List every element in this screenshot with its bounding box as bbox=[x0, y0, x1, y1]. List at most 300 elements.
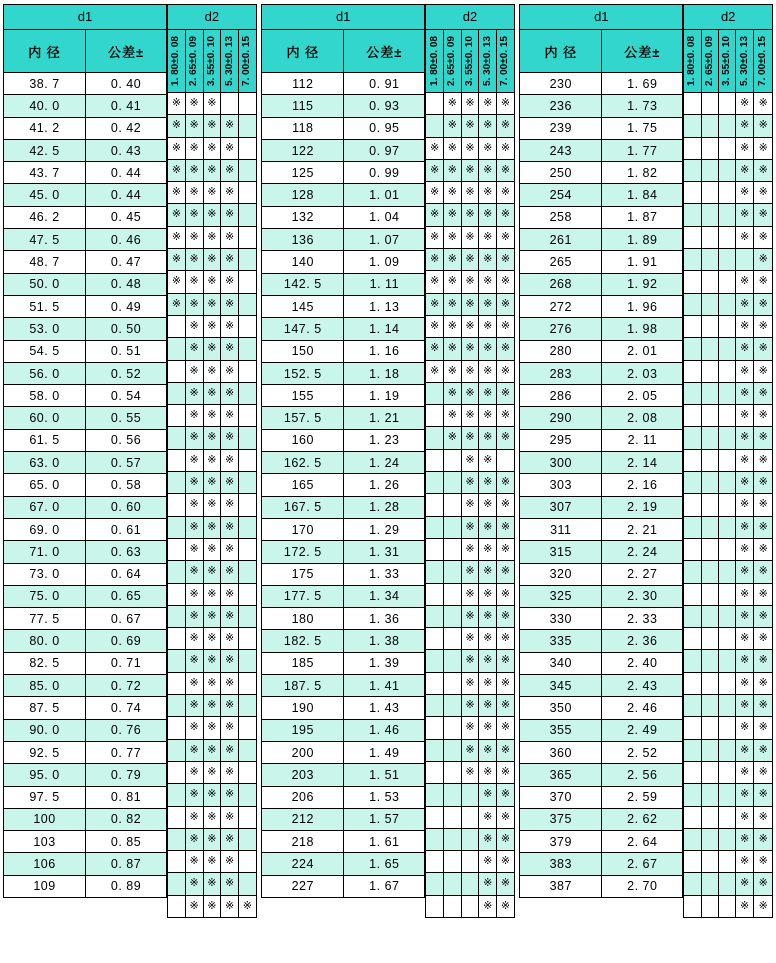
availability-mark: ※ bbox=[497, 405, 515, 427]
inner-diameter-value: 71. 0 bbox=[4, 541, 86, 563]
availability-mark: ※ bbox=[479, 204, 497, 226]
availability-empty bbox=[684, 873, 701, 895]
availability-empty bbox=[238, 338, 256, 360]
availability-mark: ※ bbox=[203, 605, 221, 627]
availability-mark: ※ bbox=[479, 182, 497, 204]
availability-mark: ※ bbox=[461, 249, 479, 271]
availability-empty bbox=[701, 226, 718, 248]
table-row-marks bbox=[684, 93, 773, 115]
tolerance-value: 0. 91 bbox=[344, 73, 425, 95]
inner-diameter-value: 177. 5 bbox=[262, 585, 344, 607]
tolerance-value: 1. 65 bbox=[344, 853, 425, 875]
d2-size-header-2: 2. 65±0. 09 bbox=[701, 30, 718, 93]
availability-empty bbox=[701, 672, 718, 694]
table-row-marks bbox=[426, 538, 515, 560]
availability-empty bbox=[168, 895, 186, 917]
availability-mark: ※ bbox=[203, 672, 221, 694]
availability-mark: ※ bbox=[479, 806, 497, 828]
table-row-marks bbox=[426, 137, 515, 159]
availability-mark: ※ bbox=[735, 293, 754, 315]
tolerance-value: 0. 44 bbox=[86, 162, 167, 184]
inner-diameter-value: 206 bbox=[262, 786, 344, 808]
table-row bbox=[4, 318, 167, 340]
availability-mark: ※ bbox=[203, 717, 221, 739]
availability-empty bbox=[684, 806, 701, 828]
availability-empty bbox=[701, 382, 718, 404]
table-row bbox=[4, 518, 167, 540]
availability-empty bbox=[238, 628, 256, 650]
table-row-marks bbox=[426, 226, 515, 248]
availability-mark: ※ bbox=[185, 293, 203, 315]
availability-mark: ※ bbox=[185, 873, 203, 895]
availability-mark: ※ bbox=[185, 182, 203, 204]
availability-mark: ※ bbox=[185, 93, 203, 115]
d2-table bbox=[683, 4, 773, 918]
availability-mark: ※ bbox=[168, 182, 186, 204]
availability-mark: ※ bbox=[185, 360, 203, 382]
availability-mark: ※ bbox=[479, 93, 497, 115]
inner-diameter-value: 42. 5 bbox=[4, 139, 86, 161]
table-block-1 bbox=[3, 4, 257, 918]
availability-mark: ※ bbox=[735, 93, 754, 115]
availability-empty bbox=[684, 382, 701, 404]
availability-empty bbox=[168, 784, 186, 806]
availability-empty bbox=[684, 427, 701, 449]
table-row-marks bbox=[168, 561, 257, 583]
d2-size-header-2: 2. 65±0. 09 bbox=[185, 30, 203, 93]
inner-diameter-value: 200 bbox=[262, 741, 344, 763]
availability-empty bbox=[701, 449, 718, 471]
availability-mark: ※ bbox=[426, 137, 444, 159]
d2-size-header-5: 7. 00±0. 15 bbox=[754, 30, 773, 93]
table-row-marks bbox=[684, 226, 773, 248]
availability-empty bbox=[701, 717, 718, 739]
table-row-marks bbox=[426, 672, 515, 694]
table-row-marks bbox=[684, 472, 773, 494]
availability-mark: ※ bbox=[497, 472, 515, 494]
availability-mark: ※ bbox=[497, 382, 515, 404]
table-row-marks bbox=[684, 538, 773, 560]
d2-size-header-1: 1. 80±0. 08 bbox=[168, 30, 186, 93]
availability-mark: ※ bbox=[221, 249, 239, 271]
availability-mark: ※ bbox=[426, 182, 444, 204]
availability-empty bbox=[684, 293, 701, 315]
table-row-marks bbox=[168, 293, 257, 315]
availability-mark: ※ bbox=[479, 583, 497, 605]
table-row-marks bbox=[684, 605, 773, 627]
availability-mark: ※ bbox=[185, 650, 203, 672]
tolerance-value: 1. 61 bbox=[344, 831, 425, 853]
availability-empty bbox=[701, 427, 718, 449]
availability-mark: ※ bbox=[497, 137, 515, 159]
availability-empty bbox=[238, 516, 256, 538]
availability-mark: ※ bbox=[461, 427, 479, 449]
table-row-marks bbox=[426, 427, 515, 449]
inner-diameter-value: 75. 0 bbox=[4, 585, 86, 607]
tolerance-value: 0. 42 bbox=[86, 117, 167, 139]
tolerance-value: 0. 45 bbox=[86, 206, 167, 228]
table-row-marks bbox=[168, 494, 257, 516]
availability-mark: ※ bbox=[479, 672, 497, 694]
table-row-marks bbox=[168, 449, 257, 471]
availability-empty bbox=[735, 249, 754, 271]
availability-mark: ※ bbox=[754, 784, 773, 806]
availability-mark: ※ bbox=[185, 895, 203, 917]
availability-mark: ※ bbox=[203, 338, 221, 360]
availability-mark: ※ bbox=[735, 895, 754, 917]
tolerance-header: 公差± bbox=[602, 30, 683, 73]
availability-empty bbox=[238, 115, 256, 137]
availability-mark: ※ bbox=[479, 717, 497, 739]
availability-mark: ※ bbox=[497, 226, 515, 248]
tolerance-value: 1. 24 bbox=[344, 452, 425, 474]
table-row bbox=[262, 162, 425, 184]
inner-diameter-value: 58. 0 bbox=[4, 385, 86, 407]
availability-mark: ※ bbox=[443, 115, 461, 137]
table-row-marks bbox=[168, 650, 257, 672]
tolerance-value: 0. 87 bbox=[86, 853, 167, 875]
tolerance-value: 1. 39 bbox=[344, 652, 425, 674]
availability-mark: ※ bbox=[461, 695, 479, 717]
availability-mark: ※ bbox=[461, 182, 479, 204]
availability-empty bbox=[426, 93, 444, 115]
tolerance-value: 1. 51 bbox=[344, 764, 425, 786]
inner-diameter-value: 265 bbox=[520, 251, 602, 273]
availability-empty bbox=[684, 93, 701, 115]
availability-mark: ※ bbox=[203, 851, 221, 873]
table-row bbox=[520, 206, 683, 228]
tolerance-value: 2. 24 bbox=[602, 541, 683, 563]
availability-empty bbox=[426, 427, 444, 449]
availability-empty bbox=[684, 159, 701, 181]
tolerance-value: 0. 48 bbox=[86, 273, 167, 295]
availability-mark: ※ bbox=[479, 494, 497, 516]
tolerance-header: 公差± bbox=[344, 30, 425, 73]
availability-mark: ※ bbox=[461, 449, 479, 471]
tolerance-value: 2. 46 bbox=[602, 697, 683, 719]
inner-diameter-value: 258 bbox=[520, 206, 602, 228]
availability-empty bbox=[426, 895, 444, 917]
availability-mark: ※ bbox=[238, 895, 256, 917]
availability-empty bbox=[443, 739, 461, 761]
availability-mark: ※ bbox=[497, 427, 515, 449]
inner-diameter-value: 350 bbox=[520, 697, 602, 719]
availability-empty bbox=[168, 516, 186, 538]
availability-mark: ※ bbox=[185, 204, 203, 226]
inner-diameter-value: 261 bbox=[520, 229, 602, 251]
availability-empty bbox=[461, 784, 479, 806]
inner-diameter-header: 内 径 bbox=[4, 30, 86, 73]
inner-diameter-value: 54. 5 bbox=[4, 340, 86, 362]
availability-mark: ※ bbox=[221, 695, 239, 717]
inner-diameter-value: 365 bbox=[520, 764, 602, 786]
table-row bbox=[520, 496, 683, 518]
availability-mark: ※ bbox=[497, 494, 515, 516]
availability-mark: ※ bbox=[754, 159, 773, 181]
availability-mark: ※ bbox=[185, 472, 203, 494]
availability-empty bbox=[684, 583, 701, 605]
availability-empty bbox=[701, 494, 718, 516]
inner-diameter-value: 145 bbox=[262, 295, 344, 317]
d2-header: d2 bbox=[684, 5, 773, 30]
availability-mark: ※ bbox=[203, 115, 221, 137]
availability-mark: ※ bbox=[221, 204, 239, 226]
availability-empty bbox=[443, 695, 461, 717]
availability-empty bbox=[238, 873, 256, 895]
tolerance-value: 1. 38 bbox=[344, 630, 425, 652]
table-row bbox=[520, 697, 683, 719]
inner-diameter-value: 115 bbox=[262, 95, 344, 117]
inner-diameter-value: 51. 5 bbox=[4, 295, 86, 317]
availability-empty bbox=[168, 806, 186, 828]
availability-mark: ※ bbox=[203, 382, 221, 404]
availability-empty bbox=[701, 695, 718, 717]
table-row-marks bbox=[684, 204, 773, 226]
availability-empty bbox=[238, 605, 256, 627]
availability-mark: ※ bbox=[221, 739, 239, 761]
availability-empty bbox=[168, 561, 186, 583]
availability-empty bbox=[238, 561, 256, 583]
inner-diameter-value: 50. 0 bbox=[4, 273, 86, 295]
availability-mark: ※ bbox=[185, 828, 203, 850]
availability-mark: ※ bbox=[221, 628, 239, 650]
table-block-2 bbox=[261, 4, 515, 918]
inner-diameter-value: 224 bbox=[262, 853, 344, 875]
availability-mark: ※ bbox=[203, 249, 221, 271]
availability-empty bbox=[684, 338, 701, 360]
availability-empty bbox=[718, 538, 735, 560]
table-row-marks bbox=[684, 672, 773, 694]
tolerance-value: 0. 50 bbox=[86, 318, 167, 340]
availability-mark: ※ bbox=[497, 315, 515, 337]
table-row-marks bbox=[168, 315, 257, 337]
inner-diameter-value: 375 bbox=[520, 808, 602, 830]
table-row bbox=[520, 853, 683, 875]
table-row bbox=[4, 496, 167, 518]
table-row-marks bbox=[684, 137, 773, 159]
table-row-marks bbox=[684, 449, 773, 471]
table-row-marks bbox=[684, 628, 773, 650]
table-row-marks bbox=[684, 516, 773, 538]
availability-empty bbox=[238, 784, 256, 806]
table-row bbox=[520, 808, 683, 830]
tolerance-value: 0. 67 bbox=[86, 608, 167, 630]
availability-mark: ※ bbox=[479, 427, 497, 449]
table-row bbox=[520, 474, 683, 496]
availability-empty bbox=[718, 583, 735, 605]
inner-diameter-value: 150 bbox=[262, 340, 344, 362]
table-row bbox=[4, 407, 167, 429]
availability-empty bbox=[718, 449, 735, 471]
availability-empty bbox=[426, 605, 444, 627]
availability-empty bbox=[718, 137, 735, 159]
table-row-marks bbox=[426, 761, 515, 783]
d2-table bbox=[425, 4, 515, 918]
availability-mark: ※ bbox=[185, 382, 203, 404]
tolerance-value: 0. 65 bbox=[86, 585, 167, 607]
availability-mark: ※ bbox=[754, 672, 773, 694]
availability-mark: ※ bbox=[754, 137, 773, 159]
availability-mark: ※ bbox=[754, 516, 773, 538]
availability-empty bbox=[701, 472, 718, 494]
table-row-marks bbox=[168, 249, 257, 271]
availability-empty bbox=[426, 672, 444, 694]
availability-mark: ※ bbox=[479, 784, 497, 806]
availability-mark: ※ bbox=[735, 449, 754, 471]
availability-mark: ※ bbox=[497, 873, 515, 895]
inner-diameter-value: 38. 7 bbox=[4, 73, 86, 95]
availability-mark: ※ bbox=[461, 360, 479, 382]
inner-diameter-value: 43. 7 bbox=[4, 162, 86, 184]
table-row-marks bbox=[426, 382, 515, 404]
tolerance-header: 公差± bbox=[86, 30, 167, 73]
availability-mark: ※ bbox=[735, 182, 754, 204]
availability-mark: ※ bbox=[185, 494, 203, 516]
availability-empty bbox=[168, 449, 186, 471]
availability-empty bbox=[701, 315, 718, 337]
tolerance-value: 1. 14 bbox=[344, 318, 425, 340]
tolerance-value: 0. 49 bbox=[86, 295, 167, 317]
availability-empty bbox=[718, 605, 735, 627]
table-row bbox=[4, 652, 167, 674]
table-row-marks bbox=[684, 583, 773, 605]
inner-diameter-value: 95. 0 bbox=[4, 764, 86, 786]
tolerance-value: 1. 89 bbox=[602, 229, 683, 251]
availability-mark: ※ bbox=[479, 873, 497, 895]
table-row-marks bbox=[684, 806, 773, 828]
availability-empty bbox=[238, 851, 256, 873]
availability-mark: ※ bbox=[754, 293, 773, 315]
availability-mark: ※ bbox=[754, 873, 773, 895]
availability-empty bbox=[238, 806, 256, 828]
availability-mark: ※ bbox=[497, 672, 515, 694]
d2-size-header-5: 7. 00±0. 15 bbox=[497, 30, 515, 93]
availability-empty bbox=[718, 159, 735, 181]
table-row-marks bbox=[684, 315, 773, 337]
availability-empty bbox=[426, 628, 444, 650]
tolerance-value: 0. 77 bbox=[86, 741, 167, 763]
availability-mark: ※ bbox=[497, 717, 515, 739]
availability-mark: ※ bbox=[221, 672, 239, 694]
table-row bbox=[262, 452, 425, 474]
table-row-marks bbox=[426, 873, 515, 895]
availability-empty bbox=[684, 249, 701, 271]
table-row-marks bbox=[684, 695, 773, 717]
availability-mark: ※ bbox=[221, 159, 239, 181]
availability-empty bbox=[497, 449, 515, 471]
availability-empty bbox=[238, 695, 256, 717]
inner-diameter-value: 142. 5 bbox=[262, 273, 344, 295]
tolerance-value: 1. 84 bbox=[602, 184, 683, 206]
table-row bbox=[4, 73, 167, 95]
d2-size-header-4: 5. 30±0. 13 bbox=[735, 30, 754, 93]
availability-mark: ※ bbox=[221, 315, 239, 337]
availability-mark: ※ bbox=[735, 271, 754, 293]
table-row bbox=[4, 563, 167, 585]
availability-empty bbox=[684, 538, 701, 560]
availability-mark: ※ bbox=[185, 717, 203, 739]
table-row bbox=[520, 608, 683, 630]
availability-empty bbox=[238, 204, 256, 226]
tolerance-value: 1. 18 bbox=[344, 362, 425, 384]
table-row bbox=[262, 474, 425, 496]
availability-mark: ※ bbox=[443, 159, 461, 181]
availability-empty bbox=[238, 583, 256, 605]
tolerance-value: 0. 64 bbox=[86, 563, 167, 585]
availability-empty bbox=[701, 583, 718, 605]
tolerance-value: 0. 40 bbox=[86, 73, 167, 95]
tolerance-value: 1. 87 bbox=[602, 206, 683, 228]
table-row bbox=[262, 184, 425, 206]
availability-empty bbox=[701, 628, 718, 650]
availability-empty bbox=[701, 293, 718, 315]
table-row bbox=[4, 95, 167, 117]
availability-mark: ※ bbox=[203, 650, 221, 672]
availability-empty bbox=[684, 137, 701, 159]
availability-empty bbox=[701, 851, 718, 873]
availability-mark: ※ bbox=[497, 784, 515, 806]
availability-mark: ※ bbox=[443, 137, 461, 159]
availability-empty bbox=[168, 761, 186, 783]
availability-mark: ※ bbox=[185, 538, 203, 560]
availability-mark: ※ bbox=[479, 851, 497, 873]
availability-empty bbox=[443, 449, 461, 471]
availability-mark: ※ bbox=[221, 761, 239, 783]
availability-mark: ※ bbox=[497, 561, 515, 583]
table-row bbox=[520, 73, 683, 95]
table-row-marks bbox=[426, 315, 515, 337]
table-row bbox=[262, 875, 425, 897]
availability-empty bbox=[426, 538, 444, 560]
availability-empty bbox=[168, 739, 186, 761]
availability-mark: ※ bbox=[735, 315, 754, 337]
inner-diameter-value: 152. 5 bbox=[262, 362, 344, 384]
table-row-marks bbox=[168, 583, 257, 605]
availability-empty bbox=[684, 628, 701, 650]
availability-mark: ※ bbox=[754, 93, 773, 115]
table-row bbox=[262, 429, 425, 451]
tolerance-value: 1. 73 bbox=[602, 95, 683, 117]
availability-empty bbox=[168, 828, 186, 850]
availability-empty bbox=[701, 538, 718, 560]
tolerance-value: 1. 98 bbox=[602, 318, 683, 340]
availability-empty bbox=[718, 516, 735, 538]
tolerance-value: 2. 62 bbox=[602, 808, 683, 830]
availability-empty bbox=[238, 249, 256, 271]
table-row bbox=[520, 407, 683, 429]
availability-empty bbox=[426, 494, 444, 516]
table-row-marks bbox=[168, 717, 257, 739]
table-row bbox=[262, 206, 425, 228]
availability-mark: ※ bbox=[221, 427, 239, 449]
availability-empty bbox=[718, 717, 735, 739]
tolerance-value: 2. 43 bbox=[602, 675, 683, 697]
availability-empty bbox=[684, 605, 701, 627]
table-row bbox=[4, 429, 167, 451]
availability-empty bbox=[168, 360, 186, 382]
inner-diameter-value: 230 bbox=[520, 73, 602, 95]
availability-mark: ※ bbox=[203, 695, 221, 717]
table-row bbox=[4, 786, 167, 808]
table-row-marks bbox=[168, 360, 257, 382]
table-row-marks bbox=[168, 784, 257, 806]
availability-mark: ※ bbox=[479, 293, 497, 315]
d2-table bbox=[167, 4, 257, 918]
table-row bbox=[262, 95, 425, 117]
availability-mark: ※ bbox=[221, 115, 239, 137]
availability-empty bbox=[684, 182, 701, 204]
availability-mark: ※ bbox=[203, 204, 221, 226]
